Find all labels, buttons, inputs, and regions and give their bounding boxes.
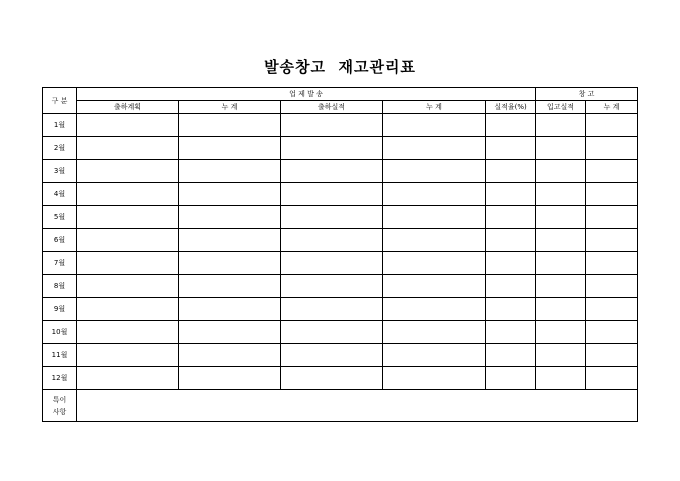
- cell-achievement-rate[interactable]: [486, 137, 536, 160]
- cell-receiving-cumulative[interactable]: [586, 252, 638, 275]
- cell-actual-cumulative[interactable]: [383, 137, 486, 160]
- cell-receiving-actual[interactable]: [536, 229, 586, 252]
- month-label: 6월: [43, 229, 77, 252]
- cell-actual-cumulative[interactable]: [383, 229, 486, 252]
- header-row-columns: [43, 101, 638, 114]
- cell-shipping-actual[interactable]: [281, 321, 383, 344]
- cell-receiving-cumulative[interactable]: [586, 229, 638, 252]
- cell-receiving-cumulative[interactable]: [586, 298, 638, 321]
- header-category: 구 분: [43, 88, 77, 114]
- cell-receiving-actual[interactable]: [536, 114, 586, 137]
- month-label: 12월: [43, 367, 77, 390]
- cell-receiving-actual[interactable]: [536, 275, 586, 298]
- cell-shipping-actual[interactable]: [281, 206, 383, 229]
- notes-row: [43, 390, 638, 422]
- cell-shipping-plan[interactable]: [77, 344, 179, 367]
- inventory-table: [42, 87, 638, 422]
- cell-shipping-plan[interactable]: [77, 137, 179, 160]
- cell-shipping-plan[interactable]: [77, 229, 179, 252]
- cell-achievement-rate[interactable]: [486, 252, 536, 275]
- cell-shipping-plan[interactable]: [77, 367, 179, 390]
- notes-label-line1: 특이: [52, 395, 67, 404]
- month-label: 11월: [43, 344, 77, 367]
- cell-receiving-actual[interactable]: [536, 206, 586, 229]
- month-label: 8월: [43, 275, 77, 298]
- cell-actual-cumulative[interactable]: [383, 344, 486, 367]
- cell-shipping-plan[interactable]: [77, 114, 179, 137]
- header-row-groups: [43, 88, 638, 101]
- document-title: 발송창고 재고관리표: [264, 58, 416, 76]
- cell-achievement-rate[interactable]: [486, 321, 536, 344]
- table-row: [43, 321, 638, 344]
- table-row: [43, 114, 638, 137]
- cell-achievement-rate[interactable]: [486, 298, 536, 321]
- cell-actual-cumulative[interactable]: [383, 275, 486, 298]
- cell-actual-cumulative[interactable]: [383, 114, 486, 137]
- cell-receiving-actual[interactable]: [536, 321, 586, 344]
- cell-achievement-rate[interactable]: [486, 229, 536, 252]
- cell-shipping-actual[interactable]: [281, 344, 383, 367]
- notes-label-line2: 사항: [52, 407, 67, 416]
- col-plan-cumulative: 누 계: [179, 101, 281, 114]
- month-label: 7월: [43, 252, 77, 275]
- cell-receiving-cumulative[interactable]: [586, 321, 638, 344]
- cell-shipping-plan[interactable]: [77, 206, 179, 229]
- cell-plan-cumulative[interactable]: [179, 137, 281, 160]
- cell-plan-cumulative[interactable]: [179, 367, 281, 390]
- cell-shipping-actual[interactable]: [281, 275, 383, 298]
- month-label: 10월: [43, 321, 77, 344]
- col-shipping-actual: 출하실적: [281, 101, 383, 114]
- col-achievement-rate: 실적율(%): [486, 101, 536, 114]
- cell-plan-cumulative[interactable]: [179, 344, 281, 367]
- table-row: [43, 183, 638, 206]
- cell-plan-cumulative[interactable]: [179, 252, 281, 275]
- cell-receiving-actual[interactable]: [536, 183, 586, 206]
- notes-field[interactable]: [77, 390, 638, 422]
- table-row: [43, 344, 638, 367]
- cell-receiving-cumulative[interactable]: [586, 275, 638, 298]
- cell-shipping-actual[interactable]: [281, 183, 383, 206]
- cell-plan-cumulative[interactable]: [179, 206, 281, 229]
- cell-receiving-cumulative[interactable]: [586, 137, 638, 160]
- table-row: [43, 160, 638, 183]
- table-row: [43, 275, 638, 298]
- cell-actual-cumulative[interactable]: [383, 206, 486, 229]
- cell-receiving-cumulative[interactable]: [586, 206, 638, 229]
- month-label: 1월: [43, 114, 77, 137]
- cell-receiving-actual[interactable]: [536, 252, 586, 275]
- month-label: 9월: [43, 298, 77, 321]
- cell-shipping-plan[interactable]: [77, 298, 179, 321]
- col-receiving-cumulative: 누 계: [586, 101, 638, 114]
- cell-achievement-rate[interactable]: [486, 160, 536, 183]
- cell-shipping-plan[interactable]: [77, 252, 179, 275]
- month-label: 4월: [43, 183, 77, 206]
- cell-shipping-actual[interactable]: [281, 137, 383, 160]
- cell-receiving-actual[interactable]: [536, 160, 586, 183]
- cell-receiving-actual[interactable]: [536, 137, 586, 160]
- col-actual-cumulative: 누 계: [383, 101, 486, 114]
- month-label: 5월: [43, 206, 77, 229]
- cell-shipping-plan[interactable]: [77, 160, 179, 183]
- cell-achievement-rate[interactable]: [486, 114, 536, 137]
- cell-plan-cumulative[interactable]: [179, 160, 281, 183]
- table-row: [43, 298, 638, 321]
- cell-receiving-cumulative[interactable]: [586, 160, 638, 183]
- month-label: 3월: [43, 160, 77, 183]
- cell-shipping-actual[interactable]: [281, 114, 383, 137]
- cell-achievement-rate[interactable]: [486, 367, 536, 390]
- cell-plan-cumulative[interactable]: [179, 229, 281, 252]
- cell-actual-cumulative[interactable]: [383, 252, 486, 275]
- cell-plan-cumulative[interactable]: [179, 298, 281, 321]
- cell-receiving-cumulative[interactable]: [586, 114, 638, 137]
- cell-achievement-rate[interactable]: [486, 344, 536, 367]
- cell-receiving-cumulative[interactable]: [586, 367, 638, 390]
- cell-receiving-actual[interactable]: [536, 298, 586, 321]
- cell-shipping-plan[interactable]: [77, 275, 179, 298]
- cell-plan-cumulative[interactable]: [179, 321, 281, 344]
- cell-achievement-rate[interactable]: [486, 275, 536, 298]
- cell-plan-cumulative[interactable]: [179, 114, 281, 137]
- cell-actual-cumulative[interactable]: [383, 160, 486, 183]
- table-row: [43, 229, 638, 252]
- cell-actual-cumulative[interactable]: [383, 321, 486, 344]
- cell-shipping-plan[interactable]: [77, 321, 179, 344]
- cell-actual-cumulative[interactable]: [383, 367, 486, 390]
- notes-label: [43, 390, 77, 422]
- cell-shipping-actual[interactable]: [281, 252, 383, 275]
- cell-achievement-rate[interactable]: [486, 206, 536, 229]
- cell-shipping-actual[interactable]: [281, 160, 383, 183]
- cell-plan-cumulative[interactable]: [179, 183, 281, 206]
- header-business-shipping: 업 제 발 송: [77, 88, 536, 101]
- cell-shipping-actual[interactable]: [281, 367, 383, 390]
- cell-actual-cumulative[interactable]: [383, 183, 486, 206]
- cell-shipping-actual[interactable]: [281, 229, 383, 252]
- cell-achievement-rate[interactable]: [486, 183, 536, 206]
- cell-receiving-cumulative[interactable]: [586, 344, 638, 367]
- col-receiving-actual: 입고실적: [536, 101, 586, 114]
- cell-shipping-actual[interactable]: [281, 298, 383, 321]
- cell-plan-cumulative[interactable]: [179, 275, 281, 298]
- cell-receiving-actual[interactable]: [536, 344, 586, 367]
- table-row: [43, 367, 638, 390]
- month-label: 2월: [43, 137, 77, 160]
- cell-receiving-actual[interactable]: [536, 367, 586, 390]
- header-warehouse: 창 고: [536, 88, 638, 101]
- cell-shipping-plan[interactable]: [77, 183, 179, 206]
- cell-actual-cumulative[interactable]: [383, 298, 486, 321]
- col-shipping-plan: 출하계획: [77, 101, 179, 114]
- table-row: [43, 137, 638, 160]
- table-row: [43, 252, 638, 275]
- table-row: [43, 206, 638, 229]
- cell-receiving-cumulative[interactable]: [586, 183, 638, 206]
